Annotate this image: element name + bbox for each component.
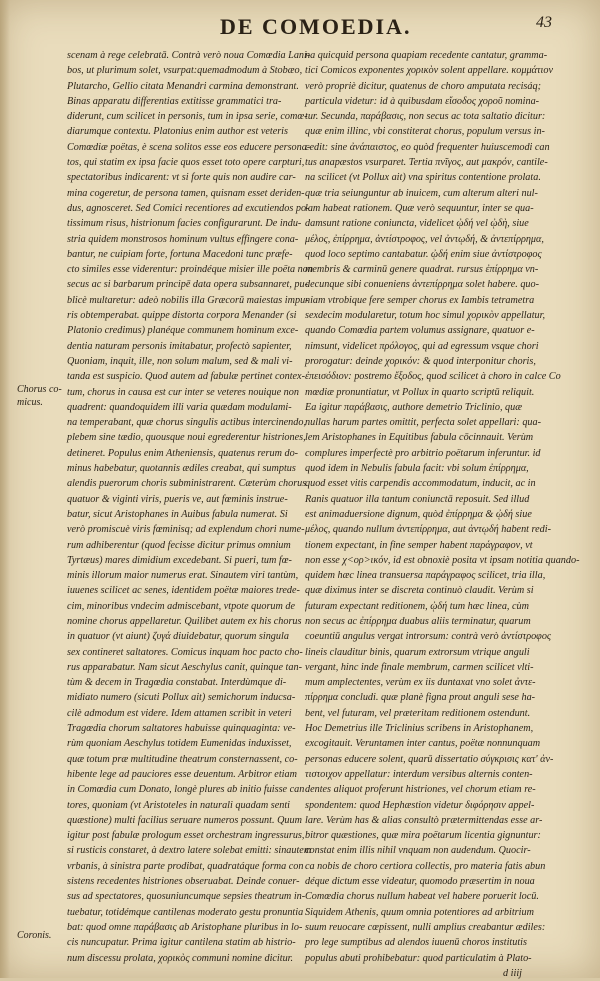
text-line: tores, quoniam (vt Aristoteles in naturali quadam senti [67,799,290,811]
text-line: tionem expectant, in fine semper habent παράγραφον, vt [305,539,533,551]
text-line: rùm quoniam Aeschylus totidem Eumenidas induxisset, [67,738,292,750]
text-line: personas educere solent, quarū dissertatio σύγκρισις κατ' ἀν- [305,753,554,765]
text-line: populus abuti prohibebatur: quod particulatim à Plato- [305,952,532,964]
text-line: midiato numero (sicuti Pollux ait) semichorum inducsa- [67,692,296,704]
text-line: sus ad spectatores, quosuniuncumque sepsies theatrum in- [67,891,306,903]
text-line: quod esset vitis carpendis accommodatum, inducit, ac in [305,478,536,490]
text-line: damsunt ratione coniuncta, videlicet ᾠδή vel ᾠδὴ, siue [305,218,529,230]
text-line: tur. Secunda, παράβασις, non secus ac tota saltatio dicitur: [305,111,546,123]
text-line: bantur, ne cuipiam forte, fortuna Macedoni tunc præfe- [67,248,293,260]
text-line: dentes aliquot proferunt histriones, vel chorum etiam re- [305,784,536,796]
text-line: Tyrtæus) mares dimidium excedebant. Si pueri, tum fœ- [67,554,292,566]
text-line: rus apparabatur. Nam sicut Aeschylus canit, quinque tan- [67,661,302,673]
text-line: cilè admodum est videre. Idem attamen scribit in veteri [67,707,292,719]
text-line: particula videtur: id à quibusdam εἴσοδος χοροῦ nomina- [305,95,540,107]
text-line: cis nuncupatur. Prima igitur cantilena statim ab histrio- [67,937,296,949]
margin-note-coronis: Coronis. [17,930,52,941]
text-column-right [305,48,580,979]
text-line: iuuenes scilicet ac senes, identidem poëtæ maiores trede- [67,585,300,597]
text-line: si rusticis constaret, à dextro latere solebat emitti: sinautem [67,845,312,857]
text-line: num discessu prolata, χορικὸς communi nomine dicitur. [67,952,294,964]
text-line: mœdiæ pronuntiatur, vt Pollux in quarto scriptū reliquit. [305,386,535,398]
text-line: quæ enim illinc, vbi constiterat chorus, populum versus in- [305,126,545,138]
text-line: na scilicet (vt Pollux ait) vna spiritus contentione prolata. [305,172,541,184]
text-line: tissimum risus, histrionum facies configurarunt. De indu- [67,218,302,230]
page-edge-shadow [0,0,10,978]
text-line: Siquidem Athenis, quum omnia potentiores ad arbitrium [305,906,534,918]
text-line: quidem hæc linea transuersa παράγραφος scilicet, tria illa, [305,570,546,582]
text-line: nomine chorus appellaretur. Quilibet autem ex his chorus [67,615,302,627]
text-line: minis illorum maior numerus erat. Sinautem viri tantùm, [67,570,299,582]
text-line: non secus ac ἐπίρρημα duabus aliis terminatur, quarum [305,615,531,627]
text-line: quatuor & viginti viris, pueris ve, aut fœminis instrue- [67,493,288,505]
text-line: spondentem: quod Hephæstion videtur διφόρησιν appel- [305,799,535,811]
text-line: dus, agnosceret. Sed Comici recentiores ad excutiendos po- [67,202,310,214]
text-line: quadrent: quandoquidem illi varia quædam modulami- [67,401,292,413]
text-line: quando Comœdia partem volumus assignare, quatuor e- [305,325,535,337]
text-line: quæ totum præ multitudine theatrum consternassent, co- [67,753,298,765]
text-line: déque dictum esse videatur, quomodo præsertim in noua [305,876,535,888]
text-line: τιστοιχον appellatur: interdum versibus alternis conten- [305,768,533,780]
text-line: bent, vel futuram, vel præteritam reditionem ostendunt. [305,707,531,719]
text-line: mina cogeretur, de persona tamen, quisnam esset deriden- [67,187,305,199]
text-line: verò propriè dicitur, quatenus de choro amputata recisáq; [305,80,541,92]
text-line: ca nobis de choro certiora collectis, pro materia fatis abun [305,860,546,872]
margin-note-line: Chorus co- [17,384,62,395]
text-line: futuram expectant reditionem, ᾠδή tum hæc linea, cùm [305,600,529,612]
text-line: in quatuor (vt aiunt) ζυγά diuidebatur, quorum singula [67,631,289,643]
text-line: rum adhiberentur (quod fecisse dicitur primus omnium [67,539,291,551]
text-line: quæstione) multi facilius seruare numeros possunt. Quum [67,814,302,826]
text-line: cim, minoribus vndecim admiscebant, vtpote quorum de [67,600,296,612]
text-line: niam vtrobique fere semper chorus ex Iambis tetrametra [305,294,535,306]
text-line: batur, sicut Aristophanes in Auibus fabula numerat. Si [67,508,288,520]
text-line: tanda est suspicio. Quod autem ad fabulæ pertinet contex- [67,371,305,383]
text-line: lare. Verùm has & alias consultò prætermittendas esse ar- [305,814,543,826]
text-line: diarumque contextu. Platonius enim author est veteris [67,126,288,138]
text-column-left [67,48,313,968]
margin-note-line: micus. [17,397,43,408]
text-line: μέλος, quando nullum ἀντεπίρρημα, aut ἀντῳδή habent redi- [305,524,551,536]
text-line: minus habebatur, quotannis ædiles creabat, qui sumptus [67,463,296,475]
text-line: suum reuocare cœpissent, nulli amplius creabantur ædiles: [305,921,546,933]
text-line: πίρρημα concludi. quæ planè figna prout anguli sese ha- [305,692,536,704]
text-line: Quoniam, inquit, ille, non solum malum, sed & mali vi- [67,355,293,367]
text-line: tuebatur, totidémque cantilenas moderato gestu pronuntia [67,906,304,918]
text-line: cto similes esse viderentur: proindéque misier ille poëta non [67,264,313,276]
text-line: ἐπεισόδιον: postremo ἔξοδος, quod scilicet à choro in calce Co [305,371,561,383]
text-line: verò promiscuè viris fœminisq; ad explendum chori nume- [67,524,305,536]
text-line: lem Aristophanes in Equitibus fabula cōcinnauit. Verùm [305,432,534,444]
text-line: constat enim illis nihil vnquam non audendum. Quocir- [305,845,531,857]
text-line: blicè multaretur: adeò nobilis illa Græcorū maiestas impu- [67,294,309,306]
text-line: tùm & decem in Tragœdia constabat. Interdùmque di- [67,677,287,689]
text-line: quæ tria seiunguntur ab inuicem, cum alterum alteri nul- [305,187,538,199]
margin-note-chorus [17,383,62,409]
text-line: Comœdia chorus nullum habeat vel habere poruerit locū. [305,891,539,903]
text-line: complures imperfectè pro arbitrio poëtarum inferuntur. id [305,447,541,459]
text-line: bos, ut plurimum solet, vsurpat:quemadmodum à Stobæo, [67,65,303,77]
text-line: scenam à rege celebratā. Contrà verò noua Comœdia Lani- [67,50,311,61]
text-line: diderunt, cum scilicet in personis, tum in ipsa serie, comœ- [67,111,308,123]
text-line: decunque sibi conueniens ἀντεπίρρημα solet habere. quo- [305,279,539,291]
text-line: mum amplectentes, verùm ex iis duntaxat vno solet ἀντε- [305,677,536,689]
text-line: sex contineret saltatores. Comicus inquam hoc pacto cho- [67,646,303,658]
text-line: vergant, hinc inde finale membrum, carmen scilicet vlti- [305,661,534,673]
text-line: Hoc Demetrius ille Triclinius scribens in Aristophanem, [305,723,534,735]
text-line: plebem sine tædio, quousque noui egrederentur histriones, [67,432,306,444]
text-line: quæ diximus inter se discreta continuò claudit. Verùm si [305,585,534,597]
text-line: bat: quod omne παράβασις ab Aristophane pluribus in lo- [67,921,303,933]
text-line: d iiij [503,967,522,979]
text-line: lineis clauditur binis, quarum extrorsum vtrique anguli [305,646,530,658]
text-line: Ranis quatuor illa tantum coniunctā reposuit. Sed illud [305,493,530,505]
text-line: cedit: sine ἀνάπαιστος, eo quòd frequenter huiuscemodi can [305,141,550,153]
text-line: sexdecim modularetur, totum hoc simul χορικὸν appellatur, [305,310,546,322]
text-line: alendis puerorum choris subministrarent. Cæterùm chorus [67,478,307,490]
text-line: quod idem in Nebulis fabula facit: vbi solum ἐπίρρημα, [305,463,529,475]
text-line: in Comœdia cum Donato, longè plures ab initio fuisse can [67,784,305,796]
text-line: est animaduersione dignum, quòd ἐπίρρημα & ᾠδή siue [305,508,532,520]
text-line: Binas apparatu differentias extitisse grammatici tra- [67,95,282,107]
text-line: bitror quæstiones, quæ mira poëtarum licentia gignuntur: [305,830,541,842]
text-line: pro lege sumptibus ad alendos iuuenū choros institutis [305,937,527,949]
text-line: ris obtemperabat. quippe distorta corpora Menander (si [67,310,297,322]
text-line: tus anapæstos vsurparet. Tertia πνῖγος, aut μακρόν, cantile- [305,157,548,169]
text-line: tum, chorus in causa est cur inter se veteres nouique non [67,386,299,398]
text-line: μέλος, ἐπίρρημα, ἀντίστροφος, vel ἀντῳδή, & ἀντεπίρρημα, [305,233,544,245]
text-line: sistens recedentes histriones obseruabat. Deinde conuer- [67,876,300,888]
text-line: nullas harum partes omittit, perfecta solet appellari: qua- [305,417,541,429]
text-line: tos, qui statim ex ipsa facie quos esset toto opere carpturi, [67,157,305,169]
text-line: membris & carminū genere quadrat. rursus ἐπίρρημα vn- [305,264,539,276]
text-line: excogitauit. Veruntamen inter cantus, poëtæ nonnunquam [305,738,541,750]
text-line: hibente lege ad pauciores esse deuentum. Arbitror etiam [67,768,297,780]
text-line: stria quidem monstrosos hominum vultus effingere cona- [67,233,299,245]
text-line: nimsunt, videlicet πρόλογος, qui ad egressum vsque chori [305,340,539,352]
text-line: tici Comicos exponentes χορικὸν solent appellare. κομμάτιον [305,65,553,77]
page-number: 43 [536,14,552,31]
text-line: quod loco septimo cantabatur. ᾠδή enim siue ἀντίστροφος [305,248,542,260]
text-line: non esse χ<ορ>ικόν, id est obnoxiè posita vt ipsam notitia quando- [305,554,580,566]
text-line: dentia naturam personis imitabatur, profectò sapienter, [67,340,292,352]
text-line: Platonio credimus) planéque communem hominum exce- [67,325,299,337]
text-line: na quicquid persona quapiam recedente cantatur, gramma- [305,50,548,61]
text-line: Comœdiæ poëtas, è scena solitos esse eos educere persona- [67,141,311,153]
text-line: igitur post fabulæ prologum esset orchestram ingressurus, [67,830,305,842]
text-line: Tragœdia chorum saltatores habuisse quinquaginta: ve- [67,723,296,735]
text-line: vrbanis, à sinistra parte prodibat, quadratáque forma con [67,860,304,872]
text-line: detineret. Populus enim Atheniensis, quatenus rerum do- [67,447,299,459]
text-line: Plutarcho, Gellio citata Menandri carmina demonstrant. [67,80,299,92]
text-line: lam habeat rationem. Quæ verò sequuntur, inter se qua- [305,202,534,214]
text-line: secus ac si barbarum principē data opera subsannaret, pu- [67,279,308,291]
text-line: Ea igitur παράβασις, authore demetrio Triclinio, quæ [305,401,523,413]
text-line: na temperabant, quæ chorus singulis actibus intercinendo, [67,417,307,429]
text-line: spectatoribus indicarent: vt si forte quis non audire car- [67,172,296,184]
text-line: coeuntiū angulus vergat introrsum: contrà verò ἀντίστροφος [305,631,552,643]
running-title: DE COMOEDIA. [220,14,412,39]
text-line: prorogatur: deinde χορικόν: & quod interponitur choris, [305,355,536,367]
